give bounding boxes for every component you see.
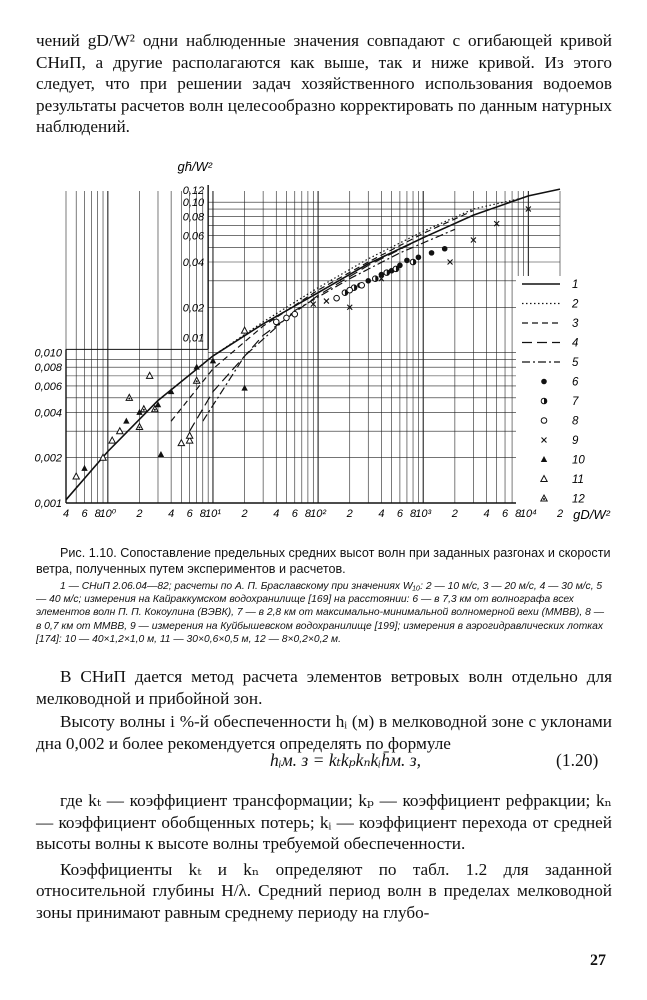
series-8-point [292, 311, 298, 317]
series-11-point [109, 437, 115, 443]
y-tick-label: 0,006 [34, 380, 62, 393]
series-11-point [146, 372, 152, 378]
x-tick-label: 8 [409, 508, 417, 520]
y-tick-label: 0,04 [182, 257, 205, 270]
y-tick-label: 0,10 [182, 197, 205, 210]
y-tick-label: 0,008 [34, 362, 62, 375]
body-section [36, 666, 612, 754]
body-paragraph-4: Коэффициенты kₜ и kₙ определяют по табл. 1.2 для заданной относительной глубины H/λ. Средний период волн в пределах мелководной зоны принимают равным среднему периоду на глубо- [36, 859, 612, 922]
series-6-point [429, 250, 435, 256]
series-11-point [178, 440, 184, 446]
chart-legend [516, 276, 592, 512]
x-tick-label: 6 [396, 508, 403, 520]
caption-legend: 1 — СНиП 2.06.04—82; расчеты по А. П. Браславскому при значениях W₁₀: 2 — 10 м/с, 3 — 20 м/с, 4 — 30 м/с, 5 — 40 м/с; измерения на Кайраккумском водохранилище [169] на расстоянии: 6 — в 7,3 км от волнографа всех элементов волн П. П. Кокоулина (ВЭВК), 7 — в 2,8 км от максимально-минимальной волномерной вехи (ММВВ), 8 — в 0,7 км от ММВВ, 9 — измерения на Куйбышевском водохранилище [199]; измерения в аэрогидравлических лотках [174]: 10 — 40×1,2×1,0 м, 11 — 30×0,6×0,5 м, 12 — 8×0,2×0,2 м. [36, 581, 604, 645]
figure-caption [36, 545, 612, 577]
x-axis-label: gD/W² [573, 507, 610, 522]
series-12-point-dot [138, 427, 140, 429]
page-number: 27 [590, 952, 606, 969]
y-tick-label: 0,002 [34, 452, 62, 465]
legend-number: 8 [572, 415, 579, 428]
y-tick-label: 0,001 [34, 498, 62, 510]
y-tick-label: 0,08 [182, 211, 205, 224]
series-6-point [365, 278, 371, 284]
x-tick-label: 8 [515, 508, 522, 520]
series-4-line [190, 238, 424, 432]
series-10-point [241, 385, 247, 391]
series-9-point [324, 299, 329, 304]
x-tick-label: 2 [346, 508, 353, 520]
x-tick-label: 6 [186, 508, 193, 520]
series-3-line [171, 211, 473, 422]
legend-marker-8 [541, 418, 547, 424]
x-tick-label: 4 [273, 508, 280, 520]
y-tick-label: 0,12 [182, 185, 205, 198]
series-6-point [442, 246, 448, 252]
x-tick-label: 4 [378, 508, 385, 520]
series-2-line [213, 199, 518, 356]
x-tick-label: 10² [310, 508, 327, 520]
series-12-point-dot [196, 380, 198, 382]
series-11-point [186, 432, 192, 438]
series-8-point [359, 283, 365, 289]
series-11-point [73, 473, 79, 479]
intro-paragraph [36, 30, 612, 138]
y-tick-label: 0,06 [182, 230, 205, 243]
x-tick-label: 8 [94, 508, 101, 520]
legend-marker-6 [541, 379, 547, 385]
x-tick-label: 4 [168, 508, 175, 520]
x-tick-label: 6 [81, 508, 88, 520]
intro-text: чений gD/W² одни наблюденные значения совпадают с огибающей кривой СНиП, а другие располагаются как выше, так и ниже кривой. Из этого следует, что при решении задач хозяйственного использования водоемов результаты расчетов волн целесообразно корректировать по данным натурных наблюдений. [36, 31, 612, 137]
x-tick-label: 2 [241, 508, 248, 520]
series-11-point [117, 428, 123, 434]
formula-number: (1.20) [556, 750, 599, 770]
legend-number: 11 [572, 474, 584, 486]
series-10-point [158, 451, 164, 457]
x-tick-label: 2 [556, 508, 564, 520]
series-6-point [416, 254, 422, 260]
body-paragraph-3: где kₜ — коэффициент трансформации; kₚ — коэффициент рефракции; kₙ — коэффициент обобщенных потерь; kᵢ — коэффициент перехода от средней высоты волны к высоте волны требуемой обеспеченности. [36, 791, 612, 854]
series-10-point [81, 465, 87, 471]
legend-number: 10 [572, 454, 585, 467]
legend-number: 1 [572, 279, 579, 291]
series-8-point [284, 315, 290, 321]
series-12-point-dot [154, 409, 156, 411]
formula-expression: hᵢм. з = kₜkₚkₙkᵢh̄м. з, [270, 750, 421, 770]
legend-number: 12 [572, 493, 585, 506]
series-11-point [241, 327, 247, 333]
legend-number: 4 [572, 337, 579, 350]
legend-number: 7 [572, 396, 579, 408]
wave-height-chart [0, 145, 647, 540]
x-tick-label: 10³ [415, 508, 432, 520]
x-tick-label: 2 [451, 508, 458, 520]
x-tick-label: 10⁰ [99, 508, 117, 520]
formula-1-20 [0, 750, 647, 778]
legend-number: 9 [572, 435, 579, 447]
y-tick-label: 0,004 [34, 407, 62, 420]
legend-marker-12-dot [543, 498, 545, 500]
y-tick-label: 0,02 [182, 302, 205, 315]
series-6-point [404, 258, 410, 264]
body-paragraph-1: В СНиП дается метод расчета элементов ветровых волн отдельно для мелководной и прибойной зон. [36, 667, 612, 708]
x-tick-label: 8 [304, 508, 311, 520]
y-tick-label: 0,01 [182, 332, 205, 345]
y-tick-label: 0,010 [34, 347, 62, 360]
x-tick-label: 4 [62, 508, 70, 520]
caption-title: Рис. 1.10. Сопоставление предельных средних высот волн при заданных разгонах и скорости ветра, полученных путем экспериментов и расчетов. [36, 546, 611, 576]
chart-grid [66, 191, 560, 503]
x-tick-label: 6 [291, 508, 298, 520]
x-tick-label: 4 [483, 508, 490, 520]
body-paragraph-2: Высоту волны i %-й обеспеченности hᵢ (м) в мелководной зоне с уклонами дна 0,002 и более рекомендуется определять по формуле [36, 712, 612, 753]
x-tick-label: 10⁴ [519, 508, 537, 520]
legend-number: 3 [572, 318, 579, 330]
x-tick-label: 8 [199, 508, 206, 520]
series-12-point-dot [128, 397, 130, 399]
series-8-point [273, 319, 279, 325]
series-8-point [334, 295, 340, 301]
legend-number: 6 [572, 376, 579, 389]
body-section-2 [36, 790, 612, 924]
figure-legend-text [36, 580, 612, 646]
series-10-point [123, 418, 129, 424]
x-tick-label: 2 [136, 508, 143, 520]
series-12-point [193, 377, 199, 383]
series-12-point-dot [143, 409, 145, 411]
series-8-point [347, 287, 353, 293]
x-tick-label: 6 [501, 508, 509, 520]
legend-number: 2 [572, 298, 579, 311]
x-tick-label: 10¹ [205, 508, 221, 520]
y-axis-label: gh̄/W² [177, 159, 213, 174]
legend-number: 5 [572, 357, 579, 369]
